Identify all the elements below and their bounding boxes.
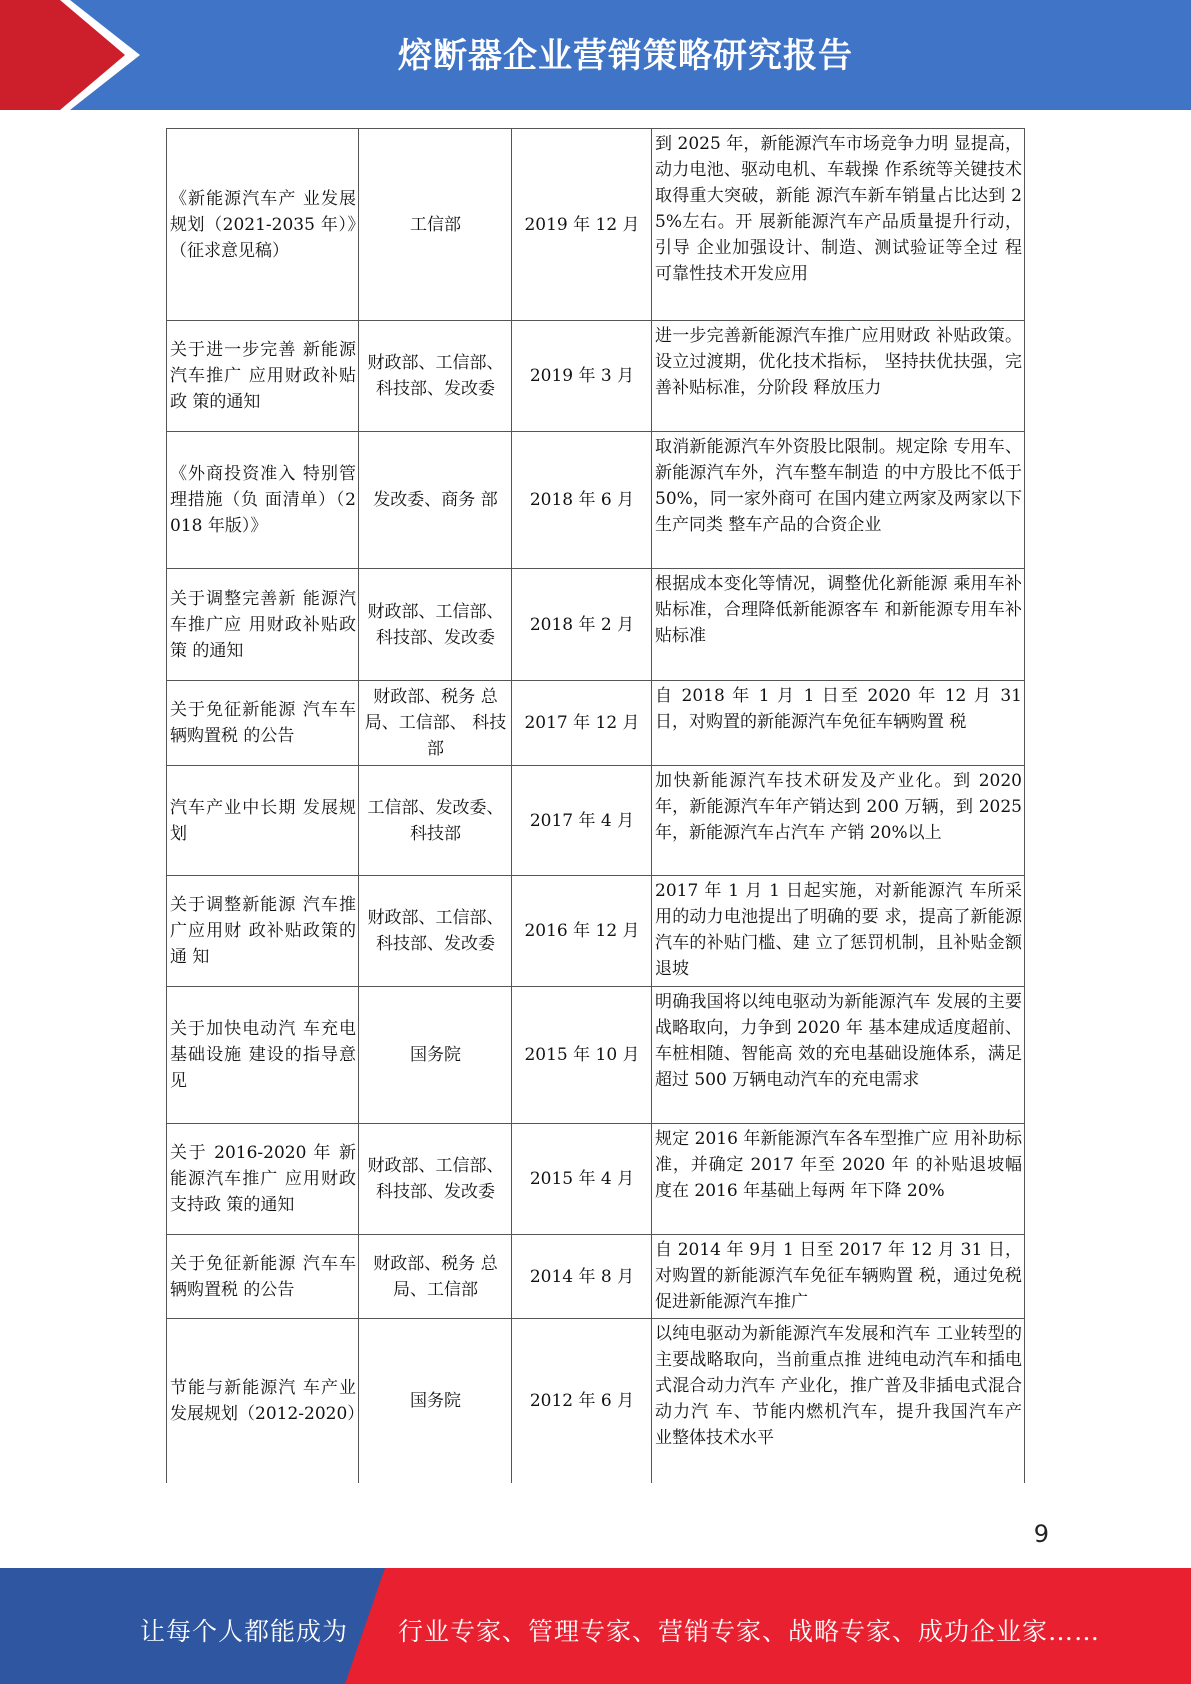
page-number: 9 [1033,1520,1049,1548]
department-cell: 财政部、工信部、科技部、发改委 [359,1124,512,1235]
department-cell: 财政部、税务 总局、工信部 [359,1235,512,1319]
content-cell: 以纯电驱动为新能源汽车发展和汽车 工业转型的主要战略取向，当前重点推 进纯电动汽车和插电式混合动力汽车 产业化，推广普及非插电式混合动力汽 车、节能内燃机汽车，提升我国汽车产 业整体技术水平 [652,1319,1025,1483]
department-cell: 财政部、工信部、科技部、发改委 [359,876,512,987]
content-cell: 到 2025 年，新能源汽车市场竞争力明 显提高，动力电池、驱动电机、车载操 作系统等关键技术取得重大突破，新能 源汽车新车销量占比达到 25%左右。开 展新能源汽车产品质量提升行动，引导 企业加强设计、制造、测试验证等全过 程可靠性技术开发应用 [652,129,1025,321]
content-cell: 加快新能源汽车技术研发及产业化。到 2020 年，新能源汽车年产销达到 200 万辆，到 2025 年，新能源汽车占汽车 产销 20%以上 [652,766,1025,876]
department-cell: 发改委、商务 部 [359,432,512,569]
department-cell: 财政部、工信部、科技部、发改委 [359,569,512,681]
date-cell: 2017 年 12 月 [512,681,652,766]
table-row [167,1235,1025,1319]
policy-name-cell: 关于进一步完善 新能源汽车推广 应用财政补贴政 策的通知 [167,321,359,432]
date-cell: 2014 年 8 月 [512,1235,652,1319]
page-header [0,0,1191,110]
policy-table [166,128,1025,1483]
policy-name-cell: 《新能源汽车产 业发展规划（2021-2035 年）》（征求意见稿） [167,129,359,321]
content-cell: 自 2018 年 1 月 1 日至 2020 年 12 月 31 日，对购置的新能源汽车免征车辆购置 税 [652,681,1025,766]
table-row [167,1124,1025,1235]
content-cell: 规定 2016 年新能源汽车各车型推广应 用补助标准，并确定 2017 年至 2020 年 的补贴退坡幅度在 2016 年基础上每两 年下降 20% [652,1124,1025,1235]
content-cell: 进一步完善新能源汽车推广应用财政 补贴政策。设立过渡期，优化技术指标， 坚持扶优扶强，完善补贴标准，分阶段 释放压力 [652,321,1025,432]
date-cell: 2017 年 4 月 [512,766,652,876]
table-row [167,129,1025,321]
date-cell: 2019 年 3 月 [512,321,652,432]
policy-name-cell: 关于免征新能源 汽车车辆购置税 的公告 [167,1235,359,1319]
policy-name-cell: 节能与新能源汽 车产业发展规划（2012-2020） [167,1319,359,1483]
table-row [167,987,1025,1124]
department-cell: 工信部、发改委、科技部 [359,766,512,876]
date-cell: 2019 年 12 月 [512,129,652,321]
date-cell: 2015 年 10 月 [512,987,652,1124]
department-cell: 国务院 [359,1319,512,1483]
department-cell: 国务院 [359,987,512,1124]
table-row [167,876,1025,987]
department-cell: 财政部、工信部、科技部、发改委 [359,321,512,432]
department-cell: 工信部 [359,129,512,321]
policy-name-cell: 关于 2016-2020 年 新能源汽车推广 应用财政支持政 策的通知 [167,1124,359,1235]
table-row [167,432,1025,569]
report-title: 熔断器企业营销策略研究报告 [398,36,853,76]
table-row [167,766,1025,876]
date-cell: 2012 年 6 月 [512,1319,652,1483]
table-row [167,1319,1025,1483]
date-cell: 2018 年 6 月 [512,432,652,569]
content-cell: 根据成本变化等情况，调整优化新能源 乘用车补贴标准，合理降低新能源客车 和新能源专用车补贴标准 [652,569,1025,681]
policy-name-cell: 《外商投资准入 特别管理措施（负 面清单）（2018 年版）》 [167,432,359,569]
date-cell: 2016 年 12 月 [512,876,652,987]
table-row [167,569,1025,681]
footer-slogan-right: 行业专家、管理专家、营销专家、战略专家、成功企业家…… [398,1617,1101,1646]
content-cell: 取消新能源汽车外资股比限制。规定除 专用车、新能源汽车外，汽车整车制造 的中方股比不低于 50%，同一家外商可 在国内建立两家及两家以下生产同类 整车产品的合资企业 [652,432,1025,569]
page-footer [0,1568,1191,1684]
policy-name-cell: 关于免征新能源 汽车车辆购置税 的公告 [167,681,359,766]
policy-name-cell: 关于调整完善新 能源汽车推广应 用财政补贴政策 的通知 [167,569,359,681]
table-row [167,681,1025,766]
table-row [167,321,1025,432]
department-cell: 财政部、税务 总局、工信部、 科技部 [359,681,512,766]
policy-name-cell: 汽车产业中长期 发展规划 [167,766,359,876]
policy-name-cell: 关于加快电动汽 车充电基础设施 建设的指导意见 [167,987,359,1124]
date-cell: 2018 年 2 月 [512,569,652,681]
content-cell: 2017 年 1 月 1 日起实施，对新能源汽 车所采用的动力电池提出了明确的要 求，提高了新能源汽车的补贴门槛、建 立了惩罚机制，且补贴金额退坡 [652,876,1025,987]
footer-slogan-left: 让每个人都能成为 [140,1617,349,1646]
content-cell: 明确我国将以纯电驱动为新能源汽车 发展的主要战略取向，力争到 2020 年 基本建成适度超前、车桩相随、智能高 效的充电基础设施体系，满足超过 500 万辆电动汽车的充电需求 [652,987,1025,1124]
content-cell: 自 2014 年 9月 1 日至 2017 年 12 月 31 日，对购置的新能源汽车免征车辆购置 税，通过免税促进新能源汽车推广 [652,1235,1025,1319]
policy-name-cell: 关于调整新能源 汽车推广应用财 政补贴政策的通 知 [167,876,359,987]
date-cell: 2015 年 4 月 [512,1124,652,1235]
